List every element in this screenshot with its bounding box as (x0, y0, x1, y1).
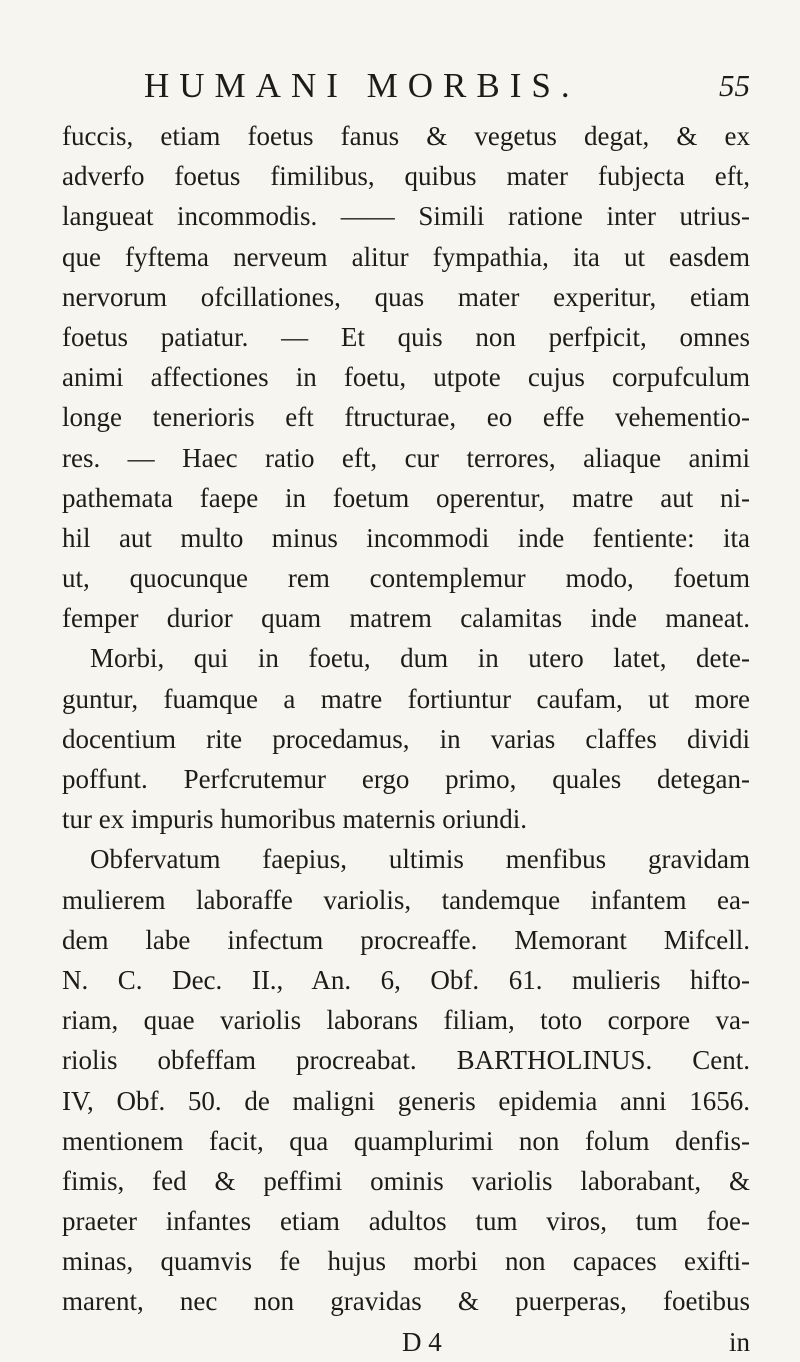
text-line: fuccis, etiam foetus fanus & vegetus degat, & ex (62, 121, 750, 151)
text-line: riolis obfeffam procreabat. BARTHOLINUS. Cent. (62, 1045, 750, 1076)
text-line: foetus patiatur. — Et quis non perfpicit, omnes (62, 321, 750, 352)
text-line: Obfervatum faepius, ultimis menfibus gravidam (90, 844, 750, 875)
text-line: hil aut multo minus incommodi inde fentiente: ita (62, 522, 750, 553)
text-line: Morbi, qui in foetu, dum in utero latet, dete- (90, 643, 750, 674)
text-line: langueat incommodis. —— Simili ratione inter utrius- (62, 201, 750, 232)
text-line: mentionem facit, qua quamplurimi non folum denfis- (62, 1125, 750, 1156)
text-line: riam, quae variolis laborans filiam, toto corpore va- (62, 1005, 750, 1036)
text-line: femper durior quam matrem calamitas inde maneat. (62, 603, 750, 634)
body-text (62, 116, 750, 1322)
text-line: praeter infantes etiam adultos tum viros, tum foe- (62, 1206, 750, 1237)
text-line: IV, Obf. 50. de maligni generis epidemia anni 1656. (62, 1085, 750, 1116)
text-line: tur ex impuris humoribus maternis oriundi. (62, 804, 527, 835)
text-line: res. — Haec ratio eft, cur terrores, aliaque animi (62, 442, 750, 473)
text-line: que fyftema nerveum alitur fympathia, ita ut easdem (62, 241, 750, 272)
text-line: dem labe infectum procreaffe. Memorant Mifcell. (62, 924, 750, 955)
text-line: adverfo foetus fimilibus, quibus mater fubjecta eft, (62, 161, 750, 192)
page-number: 55 (719, 68, 750, 103)
catchword: in (728, 1326, 750, 1357)
text-line: N. C. Dec. II., An. 6, Obf. 61. mulieris hifto- (62, 964, 750, 995)
text-line: poffunt. Perfcrutemur ergo primo, quales detegan- (62, 764, 750, 794)
text-line: mulierem laboraffe variolis, tandemque infantem ea- (62, 884, 750, 915)
text-line: animi affectiones in foetu, utpote cujus corpufculum (62, 362, 750, 393)
text-line: fimis, fed & peffimi ominis variolis laborabant, & (62, 1165, 750, 1196)
text-line: pathemata faepe in foetum operentur, matre aut ni- (62, 482, 750, 513)
page-footer (62, 1322, 750, 1362)
text-line: guntur, fuamque a matre fortiuntur caufam, ut more (62, 683, 750, 714)
signature-mark: D 4 (402, 1326, 442, 1357)
text-line: longe tenerioris eft ftructurae, eo effe vehementio- (62, 402, 750, 433)
text-line: ut, quocunque rem contemplemur modo, foetum (62, 563, 750, 594)
running-head (62, 62, 750, 110)
text-line: docentium rite procedamus, in varias claffes dividi (62, 723, 750, 754)
text-line: nervorum ofcillationes, quas mater experitur, etiam (62, 281, 750, 312)
text-line: marent, nec non gravidas & puerperas, foetibus (62, 1286, 750, 1317)
text-line: minas, quamvis fe hujus morbi non capaces exifti- (62, 1246, 750, 1277)
running-title: HUMANI MORBIS. (144, 66, 580, 105)
